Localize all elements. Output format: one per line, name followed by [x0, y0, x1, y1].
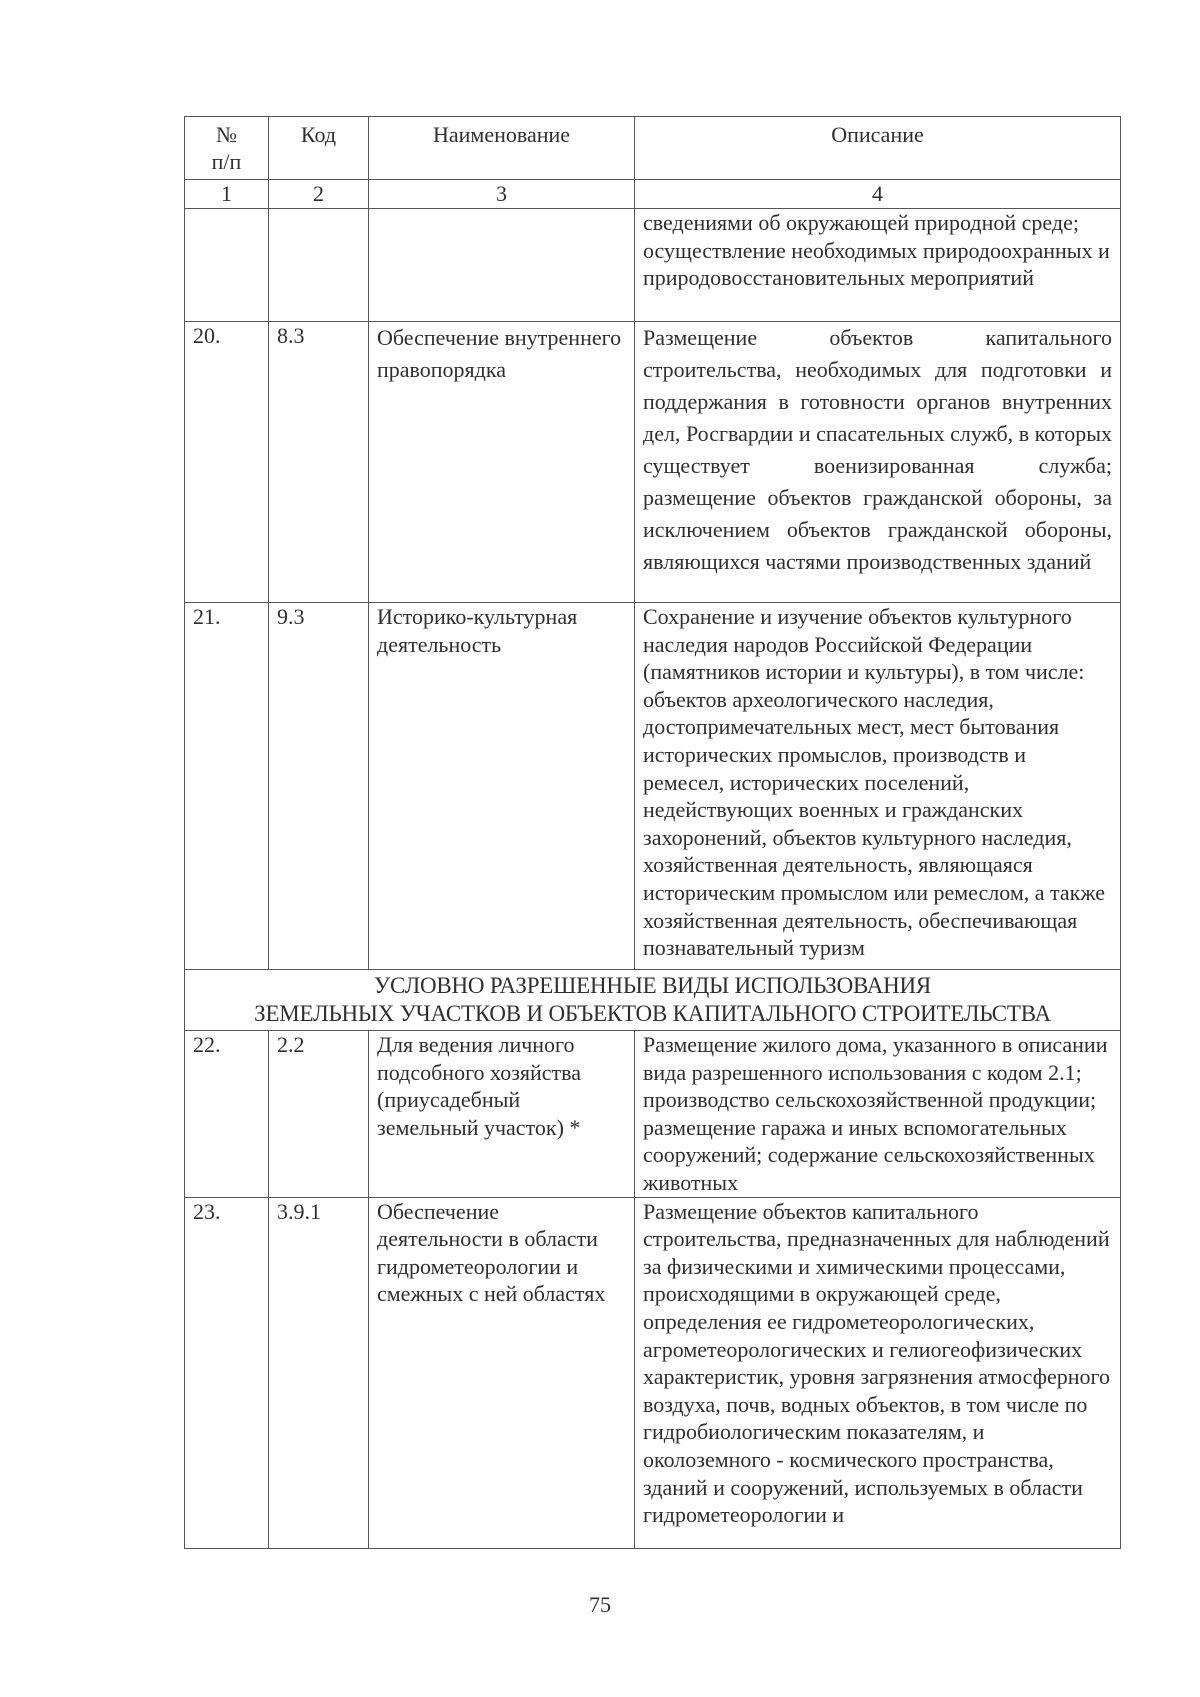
header-code: Код: [269, 117, 369, 180]
row-code: 2.2: [269, 1031, 369, 1198]
section-heading: УСЛОВНО РАЗРЕШЕННЫЕ ВИДЫ ИСПОЛЬЗОВАНИЯ ЗЕМЕЛЬНЫХ УЧАСТКОВ И ОБЪЕКТОВ КАПИТАЛЬНОГО СТРОИТЕЛЬСТВА: [185, 970, 1121, 1031]
row-description: сведениями об окружающей природной среде; осуществление необходимых природоохранных и природовосстановительных мероприятий: [635, 209, 1121, 322]
column-number-3: 3: [369, 180, 635, 209]
table-row: [185, 209, 1121, 322]
header-number: № п/п: [185, 117, 269, 180]
table-row: [185, 322, 1121, 603]
row-name: Обеспечение внутреннего правопорядка: [369, 322, 635, 603]
row-code: 9.3: [269, 603, 369, 970]
table-row: [185, 1197, 1121, 1548]
land-use-table: [184, 116, 1121, 1549]
table-row: [185, 1031, 1121, 1198]
page-number: 75: [589, 1592, 611, 1617]
row-number: 23.: [185, 1197, 269, 1548]
row-number: 21.: [185, 603, 269, 970]
row-description: Размещение объектов капитального строительства, необходимых для подготовки и поддержания в готовности органов внутренних дел, Росгвардии и спасательных служб, в которых существует военизированная служба; размещение объектов гражданской обороны, за исключением объектов гражданской обороны, являющихся частями производственных зданий: [635, 322, 1121, 603]
column-number-2: 2: [269, 180, 369, 209]
table-row: [185, 603, 1121, 970]
column-number-4: 4: [635, 180, 1121, 209]
row-description: Размещение объектов капитального строительства, предназначенных для наблюдений за физическими и химическими процессами, происходящими в окружающей среде, определения ее гидрометеорологических, агрометеорологических и гелиогеофизических характеристик, уровня загрязнения атмосферного воздуха, почв, водных объектов, в том числе по гидробиологическим показателям, и околоземного - космического пространства, зданий и сооружений, используемых в области гидрометеорологии и: [635, 1197, 1121, 1548]
row-name: Обеспечение деятельности в области гидрометеорологии и смежных с ней областях: [369, 1197, 635, 1548]
row-name: Для ведения личного подсобного хозяйства (приусадебный земельный участок) *: [369, 1031, 635, 1198]
column-number-row: [185, 180, 1121, 209]
section-heading-row: [185, 970, 1121, 1031]
row-number: 20.: [185, 322, 269, 603]
header-description: Описание: [635, 117, 1121, 180]
row-description: Сохранение и изучение объектов культурного наследия народов Российской Федерации (памятников истории и культуры), в том числе: объектов археологического наследия, достопримечательных мест, мест бытования исторических промыслов, производств и ремесел, исторических поселений, недействующих военных и гражданских захоронений, объектов культурного наследия, хозяйственная деятельность, являющаяся историческим промыслом или ремеслом, а также хозяйственная деятельность, обеспечивающая познавательный туризм: [635, 603, 1121, 970]
header-name: Наименование: [369, 117, 635, 180]
row-code: 3.9.1: [269, 1197, 369, 1548]
row-name: Историко-культурная деятельность: [369, 603, 635, 970]
column-number-1: 1: [185, 180, 269, 209]
row-number: 22.: [185, 1031, 269, 1198]
row-code: 8.3: [269, 322, 369, 603]
table-header-row: [185, 117, 1121, 180]
row-description: Размещение жилого дома, указанного в описании вида разрешенного использования с кодом 2.1; производство сельскохозяйственной продукции; размещение гаража и иных вспомогательных сооружений; содержание сельскохозяйственных животных: [635, 1031, 1121, 1198]
